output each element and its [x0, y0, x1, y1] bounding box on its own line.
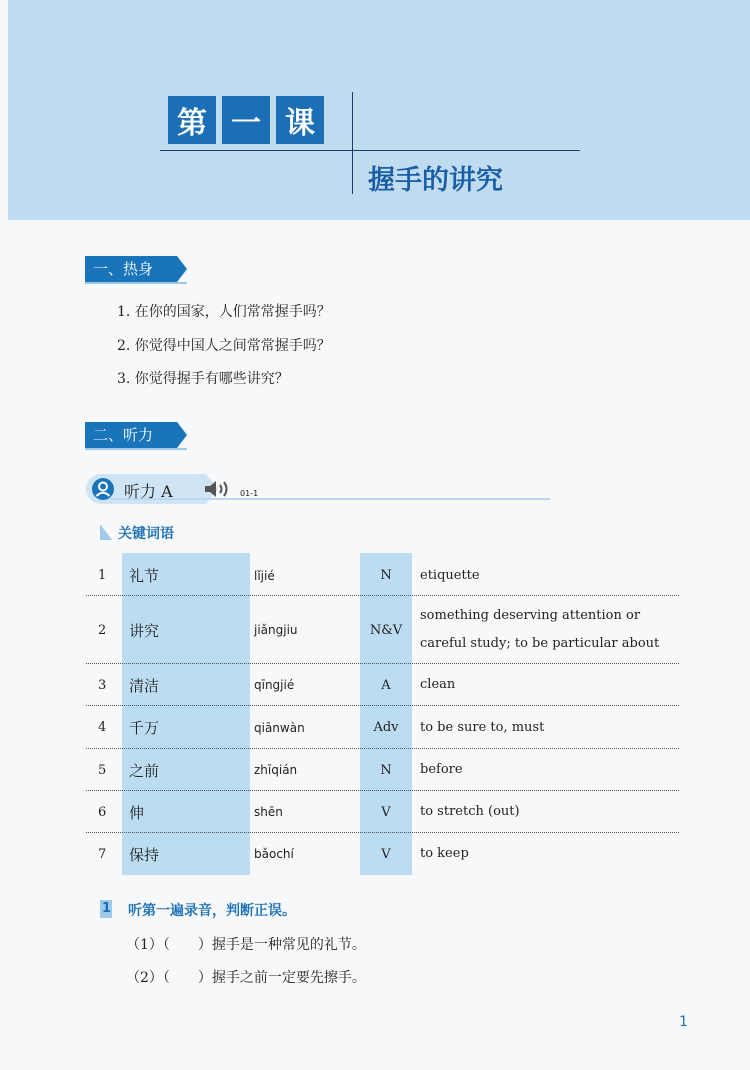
lesson-title-char: 课 — [276, 96, 324, 144]
row-pinyin: bǎochí — [254, 847, 294, 861]
row-number: 6 — [98, 804, 107, 820]
row-english: to be sure to, must — [420, 719, 545, 735]
warmup-question: 1. 在你的国家，人们常常握手吗？ — [117, 304, 331, 320]
section-heading-label: 二、听力 — [85, 422, 177, 448]
lesson-title — [168, 96, 324, 144]
table-row — [86, 833, 679, 875]
keywords-marker-icon — [100, 524, 112, 540]
warmup-question: 3. 你觉得握手有哪些讲究？ — [117, 371, 289, 387]
lesson-title-char: 第 — [168, 96, 216, 144]
row-number: 3 — [98, 677, 107, 693]
row-hanzi: 千万 — [129, 719, 160, 737]
row-hanzi: 讲究 — [129, 621, 160, 640]
table-row — [86, 555, 679, 596]
row-pinyin: jiǎngjiu — [254, 623, 298, 637]
row-english: etiquette — [420, 567, 480, 583]
row-part-of-speech: V — [381, 804, 391, 820]
warmup-question: 2. 你觉得中国人之间常常握手吗？ — [117, 338, 331, 354]
speaker-icon[interactable] — [203, 478, 233, 504]
row-part-of-speech: A — [381, 677, 391, 693]
table-row — [86, 749, 679, 791]
page-number: 1 — [679, 1014, 688, 1030]
true-false-item: （2）（ ）握手之前一定要先擦手。 — [126, 970, 366, 986]
true-false-item: （1）（ ）握手是一种常见的礼节。 — [126, 937, 366, 953]
table-row — [86, 791, 679, 833]
row-number: 2 — [98, 622, 107, 638]
row-english: something deserving attention or careful study; to be particular about — [420, 608, 660, 651]
row-hanzi: 之前 — [129, 761, 160, 780]
row-pinyin: qiānwàn — [254, 720, 305, 735]
row-pinyin: shēn — [254, 805, 283, 819]
table-row — [86, 706, 679, 749]
lesson-subtitle: 握手的讲究 — [368, 165, 503, 196]
exercise-title: 听第一遍录音，判断正误。 — [128, 903, 296, 919]
row-hanzi: 清洁 — [129, 676, 160, 695]
exercise-number: 1 — [102, 901, 112, 916]
section-heading-label: 一、热身 — [85, 256, 177, 282]
row-english: before — [420, 762, 463, 777]
table-row — [86, 664, 679, 706]
person-icon — [92, 478, 114, 500]
keywords-title: 关键词语 — [118, 526, 174, 542]
row-english: to keep — [420, 846, 469, 861]
row-part-of-speech: V — [381, 846, 391, 862]
row-english: to stretch (out) — [420, 804, 520, 819]
header-divider-vertical — [352, 92, 353, 194]
row-part-of-speech: N&V — [369, 622, 403, 638]
row-english: clean — [420, 677, 456, 692]
row-number: 4 — [98, 720, 107, 735]
row-pinyin: zhīqián — [254, 763, 298, 777]
row-pinyin: lǐjié — [254, 568, 275, 583]
row-part-of-speech: N — [380, 762, 392, 778]
row-part-of-speech: N — [380, 568, 392, 583]
listening-a-title: 听力 A — [124, 482, 173, 501]
row-hanzi: 保持 — [129, 845, 160, 864]
header-divider-horizontal — [160, 150, 580, 151]
row-pinyin: qīngjié — [254, 678, 295, 692]
row-number: 5 — [98, 762, 107, 778]
row-number: 1 — [98, 568, 107, 583]
audio-track-id: 01-1 — [240, 489, 259, 498]
row-hanzi: 伸 — [129, 803, 145, 822]
row-number: 7 — [98, 846, 107, 862]
row-part-of-speech: Adv — [373, 720, 399, 735]
row-hanzi: 礼节 — [129, 567, 160, 585]
lesson-title-char: 一 — [222, 96, 270, 144]
table-row — [86, 596, 679, 664]
